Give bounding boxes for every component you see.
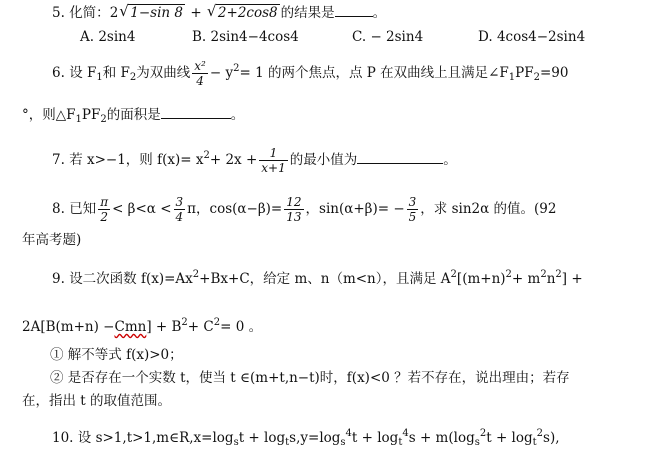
q9-subquestion-1: ① 解不等式 f(x)>0；: [50, 347, 183, 363]
q6-fraction: $\frac{\text{x²}}{4}$: [194, 59, 206, 88]
q9-subquestion-2: ② 是否存在一个实数 t，使当 t ∈(m+t,n−t)时，f(x)<0 ？若不存在，说出理由；若存: [50, 370, 570, 386]
q5-option-c: C. − 2sin4: [352, 29, 424, 45]
q9-line-2: $2A[B(m+n) -Cmn] + B^2+ C^2= 0$ 。: [22, 317, 263, 335]
q7-fraction: $\frac{1}{x+1}$: [261, 146, 286, 175]
q5-line: 5. 化简：2√ 1−sin 8 + √ 2+2cos8 的结果是 。: [52, 2, 386, 23]
q5-label: 5.: [52, 5, 65, 21]
q9-subquestion-2-cont: 在，指出 t 的取值范围。: [22, 393, 172, 409]
q6-answer-blank: [161, 104, 231, 119]
q5-options: [80, 27, 585, 47]
q7-answer-blank: [357, 149, 443, 164]
q5-text-after: 的结果是: [280, 5, 335, 21]
q8-fraction-1: $\frac{\pi}{2}$: [100, 195, 109, 224]
q8-line-2: 年高考题): [22, 232, 82, 248]
q5-coef: 2: [109, 5, 119, 21]
q5-sqrt-2: √ 2+2cos8: [207, 3, 280, 23]
q9-spellcheck-word: Cmn: [114, 319, 147, 335]
q10-label: 10.: [52, 430, 74, 446]
q10-line: 10. 设 $s>1,t>1,m\in R,x=\log_st + \log_ts,y=\log_s^4t + \log_t^4s + m(\log_s^2t + \log_t^2s)$,: [52, 428, 560, 448]
q7-label: 7.: [52, 152, 65, 168]
q8-fraction-4: $\frac{3}{5}$: [408, 195, 417, 224]
q6-line-1: 6. 设 $F_1$和 $F_2$为双曲线 $\frac{\text{x²}}{4}$ − $y^2= 1$ 的两个焦点，点 P 在双曲线上且满足$\angle F_1PF_2=90$: [52, 59, 569, 88]
q9-label: 9.: [52, 271, 65, 287]
q6-label: 6.: [52, 65, 65, 81]
q5-option-a: A. 2sin4: [80, 29, 136, 45]
q5-option-d: D. 4cos4−2sin4: [478, 29, 586, 45]
q8-fraction-3: $\frac{12}{13}$: [286, 195, 302, 224]
q7-line: 7. 若 x>−1，则 $f(x)= x^2+ 2x$ + $\frac{1}{x+1}$ 的最小值为 。: [52, 146, 457, 175]
q5-plus: +: [190, 5, 202, 21]
q5-answer-blank: [335, 2, 373, 17]
q8-fraction-2: $\frac{3}{4}$: [175, 195, 184, 224]
q6-line-2: °，则$\triangle F_1PF_2$的面积是 。: [22, 104, 244, 130]
q9-line-1: 9. 设二次函数 $f(x)=Ax^2+Bx+C$，给定 m、n（m<n），且满足 $A^2[(m+n)^2+ m^2n^2]$ +: [52, 269, 583, 287]
q5-sqrt-1: √ 1−sin 8: [119, 3, 185, 23]
q5-text-before: 化简：: [69, 5, 110, 21]
q8-label: 8.: [52, 201, 65, 217]
q8-line-1: 8. 已知 $\frac{\pi}{2}$ < β<α < $\frac{3}{4}$ π，cos(α−β)= $\frac{12}{13}$ ，sin(α+β)= − $\frac{3}{5}$ ，求 sin2α 的值。(92: [52, 195, 557, 224]
q5-option-b: B. 2sin4−4cos4: [192, 29, 299, 45]
